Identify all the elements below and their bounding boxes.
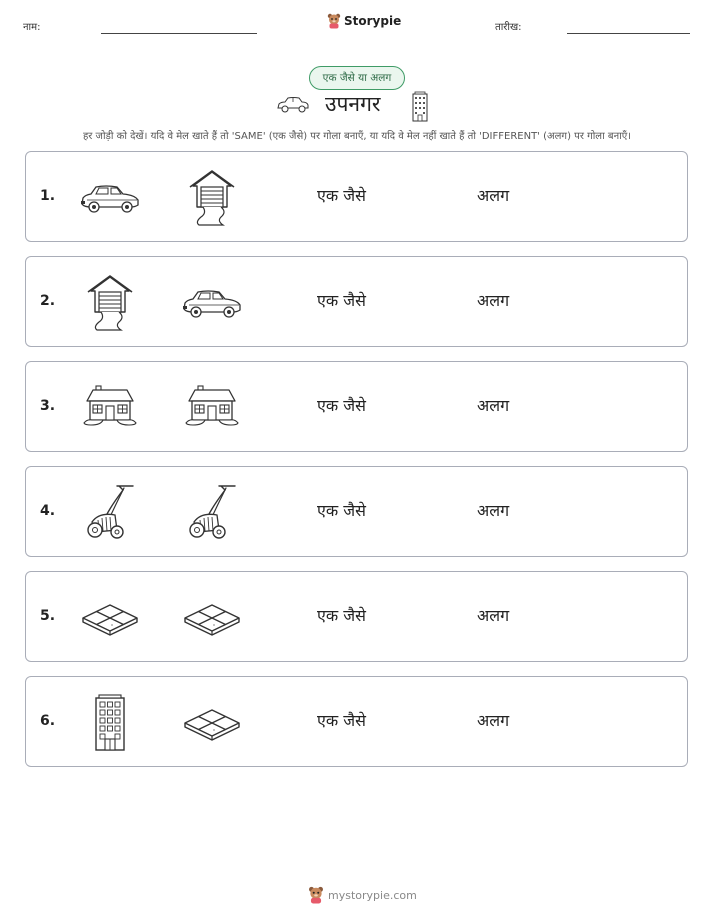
- page-title: उपनगर: [325, 92, 381, 116]
- question-row: [25, 151, 688, 242]
- house-icon: [79, 377, 141, 437]
- same-option[interactable]: एक जैसे: [317, 606, 366, 625]
- question-number: 6.: [40, 713, 56, 729]
- different-option[interactable]: अलग: [477, 501, 510, 520]
- different-option[interactable]: अलग: [477, 711, 510, 730]
- garage-icon: [181, 167, 243, 227]
- brand-name: Storypie: [344, 14, 402, 28]
- paving-tile-icon: [79, 587, 141, 647]
- question-number: 5.: [40, 608, 56, 624]
- name-label: नाम:: [23, 22, 41, 33]
- question-row: [25, 571, 688, 662]
- worksheet-badge: [309, 66, 405, 90]
- lawn-mower-icon: [79, 482, 141, 542]
- question-row: [25, 466, 688, 557]
- question-row: [25, 256, 688, 347]
- garage-icon: [79, 272, 141, 332]
- different-option[interactable]: अलग: [477, 396, 510, 415]
- same-option[interactable]: एक जैसे: [317, 501, 366, 520]
- different-option[interactable]: अलग: [477, 186, 510, 205]
- worksheet-badge-text: एक जैसे या अलग: [322, 72, 392, 84]
- storypie-mascot-icon: [327, 13, 341, 29]
- house-icon: [181, 377, 243, 437]
- question-number: 3.: [40, 398, 56, 414]
- different-option[interactable]: अलग: [477, 606, 510, 625]
- different-option[interactable]: अलग: [477, 291, 510, 310]
- name-line[interactable]: [101, 33, 257, 34]
- same-option[interactable]: एक जैसे: [317, 396, 366, 415]
- title-row: [0, 90, 714, 122]
- brand-logo: [327, 13, 401, 29]
- same-option[interactable]: एक जैसे: [317, 186, 366, 205]
- question-row: [25, 361, 688, 452]
- paving-tile-icon: [181, 587, 243, 647]
- paving-tile-icon: [181, 692, 243, 752]
- storypie-mascot-icon: [308, 886, 324, 904]
- question-number: 1.: [40, 188, 56, 204]
- date-line[interactable]: [567, 33, 690, 34]
- footer-site[interactable]: mystorypie.com: [328, 888, 417, 902]
- footer: [308, 886, 417, 904]
- question-number: 2.: [40, 293, 56, 309]
- car-icon: [79, 167, 141, 227]
- question-row: [25, 676, 688, 767]
- same-option[interactable]: एक जैसे: [317, 711, 366, 730]
- date-label: तारीख:: [495, 22, 522, 33]
- question-number: 4.: [40, 503, 56, 519]
- car-icon: [276, 96, 310, 114]
- instructions: हर जोड़ी को देखें। यदि वे मेल खाते हैं तो 'SAME' (एक जैसे) पर गोला बनाएँ, या यदि वे मेल नहीं खाते हैं तो 'DIFFERENT' (अलग) पर गोला बनाएँ।: [82, 131, 632, 142]
- same-option[interactable]: एक जैसे: [317, 291, 366, 310]
- apartment-building-icon: [79, 692, 141, 752]
- apartment-building-icon: [412, 91, 428, 122]
- car-icon: [181, 272, 243, 332]
- lawn-mower-icon: [181, 482, 243, 542]
